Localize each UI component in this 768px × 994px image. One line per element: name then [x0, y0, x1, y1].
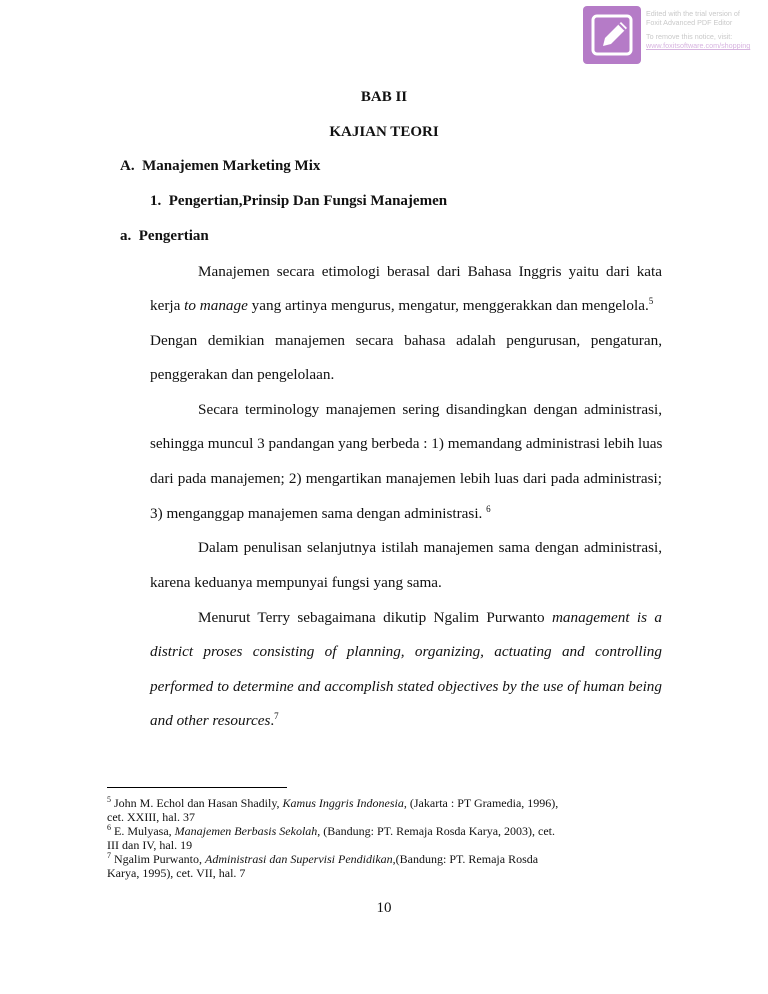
footnote: $^7$ Ngalim Purwanto, Administrasi dan Supervisi Pendidikan,(Bandung: PT. Remaja Rosda [107, 851, 539, 866]
footnote: $^6$ E. Mulyasa, Manajemen Berbasis Sekolah, (Bandung: PT. Remaja Rosda Karya, 2003), cet. [107, 823, 556, 838]
paragraph-line: Manajemen secara etimologi berasal dari Bahasa Inggris yaitu dari kata [198, 263, 662, 280]
footnote-continuation: III dan IV, hal. 19 [107, 838, 193, 852]
paragraph-line: district proses consisting of planning, organizing, actuating and controlling [150, 643, 662, 660]
watermark-line: Edited with the trial version of [646, 9, 740, 18]
paragraph-line: Dengan demikian manajemen secara bahasa adalah pengurusan, pengaturan, [150, 332, 662, 349]
paragraph-line: Menurut Terry sebagaimana dikutip Ngalim Purwanto management is a [198, 609, 662, 626]
chapter-title: KAJIAN TEORI [329, 124, 439, 140]
watermark-notice [646, 9, 766, 51]
paragraph-line: sehingga muncul 3 pandangan yang berbeda : 1) memandang administrasi lebih luas [150, 435, 663, 452]
chapter-heading: BAB II [360, 89, 408, 105]
section-heading: A. Manajemen Marketing Mix [120, 158, 321, 174]
paragraph-line: and other resources.$^7$ [150, 711, 279, 729]
subsection-heading: 1. Pengertian,Prinsip Dan Fungsi Manajemen [150, 193, 448, 209]
footnote-ref: 5 [648, 296, 654, 306]
footnote: $^5$ John M. Echol dan Hasan Shadily, Kamus Inggris Indonesia, (Jakarta : PT Gramedia, 1996), [107, 795, 559, 810]
watermark-line: Foxit Advanced PDF Editor [646, 18, 733, 28]
watermark-link[interactable]: www.foxitsoftware.com/shopping [646, 41, 751, 51]
paragraph-line: Secara terminology manajemen sering disandingkan dengan administrasi, [198, 401, 662, 418]
subsection-heading: a. Pengertian [120, 228, 209, 244]
paragraph-line: 3) menganggap manajemen sama dengan administrasi. $^6$ [150, 504, 491, 522]
footnote-ref: 7 [274, 711, 279, 721]
paragraph-line: Dalam penulisan selanjutnya istilah manajemen sama dengan administrasi, [198, 539, 662, 556]
footnote-continuation: cet. XXIII, hal. 37 [107, 810, 195, 824]
paragraph-line: penggerakan dan pengelolaan. [150, 366, 335, 383]
footnote-continuation: Karya, 1995), cet. VII, hal. 7 [107, 866, 246, 880]
paragraph-line: performed to determine and accomplish stated objectives by the use of human being [150, 678, 662, 695]
paragraph-line: kerja to manage yang artinya mengurus, mengatur, menggerakkan dan mengelola.$^5$ [150, 296, 654, 314]
foxit-pen-icon [583, 6, 641, 64]
page-number: 10 [376, 900, 392, 916]
watermark-line: To remove this notice, visit: [646, 31, 733, 41]
paragraph-line: karena keduanya mempunyai fungsi yang sama. [150, 574, 442, 591]
paragraph-line: dari pada manajemen; 2) mengartikan manajemen lebih luas dari pada administrasi; [150, 470, 662, 487]
footnote-ref: 6 [486, 504, 491, 514]
footnote-divider [107, 787, 287, 788]
